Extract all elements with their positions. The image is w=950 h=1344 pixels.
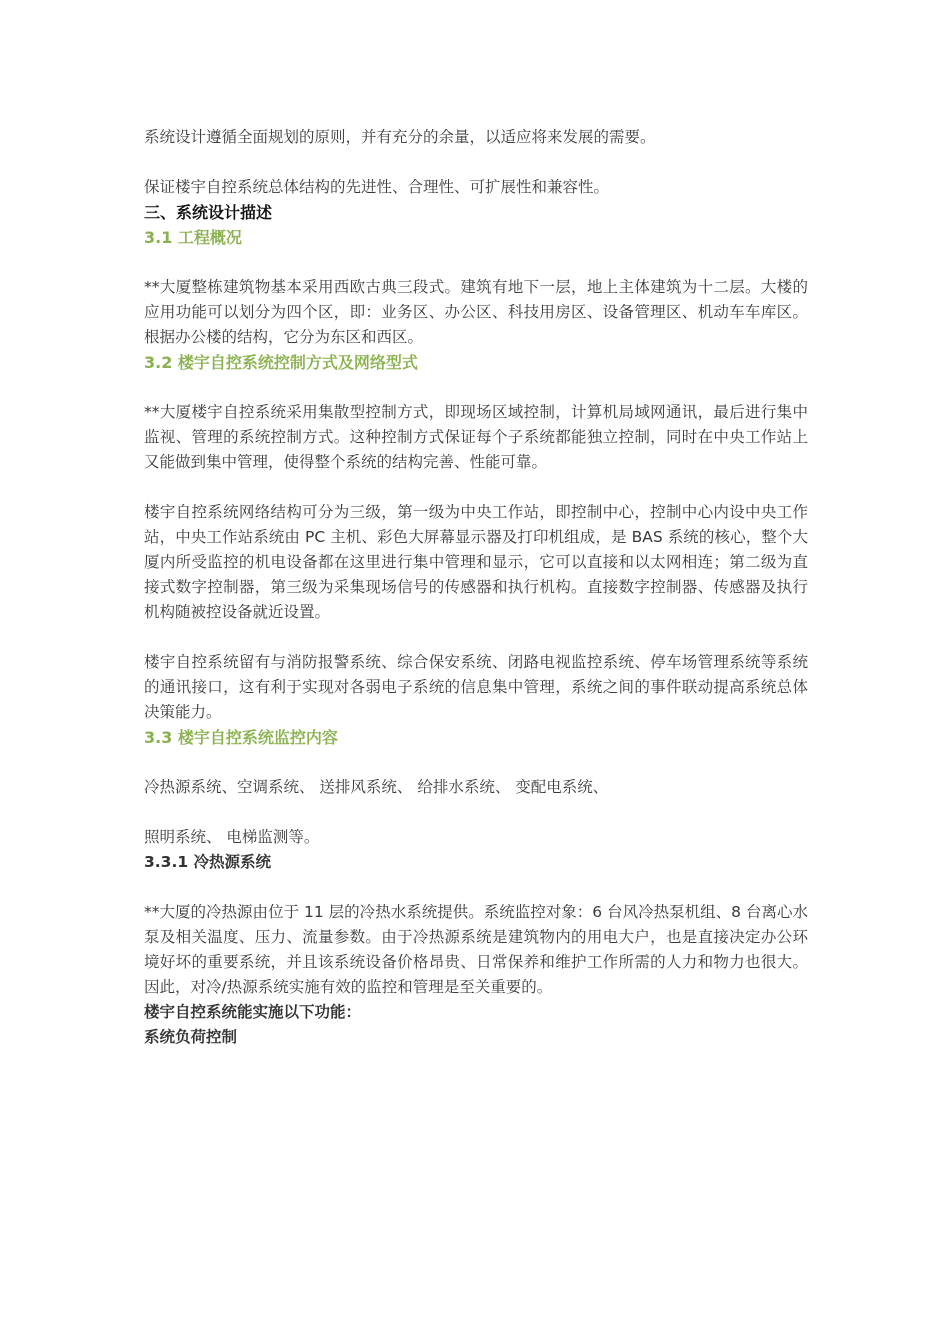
paragraph-control-method: **大厦楼宇自控系统采用集散型控制方式，即现场区域控制，计算机局域网通讯，最后进行集中监视、管理的系统控制方式。这种控制方式保证每个子系统都能独立控制，同时在中央工作站上又能做到集中管理，使得整个系统的结构完善、性能可靠。 (144, 403, 808, 471)
paragraph-project-overview: **大厦整栋建筑物基本采用西欧古典三段式。建筑有地下一层，地上主体建筑为十二层。大楼的应用功能可以划分为四个区，即：业务区、办公区、科技用房区、设备管理区、机动车车库区。根据办公楼的结构，它分为东区和西区。 (144, 278, 808, 346)
heading-load-control: 系统负荷控制 (144, 1028, 238, 1046)
paragraph-design-principle: 系统设计遵循全面规划的原则，并有充分的余量，以适应将来发展的需要。 (144, 128, 656, 146)
subsection-heading-3-3: 3.3 楼宇自控系统监控内容 (144, 728, 338, 747)
paragraph-monitored-systems-1: 冷热源系统、空调系统、 送排风系统、 给排水系统、 变配电系统、 (144, 778, 609, 796)
subsection-heading-3-1: 3.1 工程概况 (144, 228, 242, 247)
section-heading-3: 三、系统设计描述 (144, 203, 273, 222)
subsection-heading-3-2: 3.2 楼宇自控系统控制方式及网络型式 (144, 353, 418, 372)
paragraph-cold-heat-source: **大厦的冷热源由位于 11 层的冷热水系统提供。系统监控对象：6 台风冷热泵机组、8 台离心水泵及相关温度、压力、流量参数。由于冷热源系统是建筑物内的用电大户，也是直接决定办公环境好坏的重要系统，并且该系统设备价格昂贵、日常保养和维护工作所需的人力和物力也很大。因此，对冷/热源系统实施有效的监控和管理是至关重要的。 (144, 903, 808, 996)
heading-functions: 楼宇自控系统能实施以下功能： (144, 1003, 362, 1021)
subsection-heading-3-3-1: 3.3.1 冷热源系统 (144, 853, 272, 871)
paragraph-network-structure: 楼宇自控系统网络结构可分为三级，第一级为中央工作站，即控制中心，控制中心内设中央工作站，中央工作站系统由 PC 主机、彩色大屏幕显示器及打印机组成，是 BAS 系统的核心，整个大厦内所受监控的机电设备都在这里进行集中管理和显示，它可以直接和以太网相连；第二级为直接式数字控制器，第三级为采集现场信号的传感器和执行机构。直接数字控制器、传感器及执行机构随被控设备就近设置。 (144, 503, 808, 621)
paragraph-structure-guarantee: 保证楼宇自控系统总体结构的先进性、合理性、可扩展性和兼容性。 (144, 178, 610, 196)
paragraph-interfaces: 楼宇自控系统留有与消防报警系统、综合保安系统、闭路电视监控系统、停车场管理系统等系统的通讯接口，这有利于实现对各弱电子系统的信息集中管理，系统之间的事件联动提高系统总体决策能力。 (144, 653, 808, 721)
document-page (144, 125, 808, 1050)
paragraph-monitored-systems-2: 照明系统、 电梯监测等。 (144, 828, 320, 846)
